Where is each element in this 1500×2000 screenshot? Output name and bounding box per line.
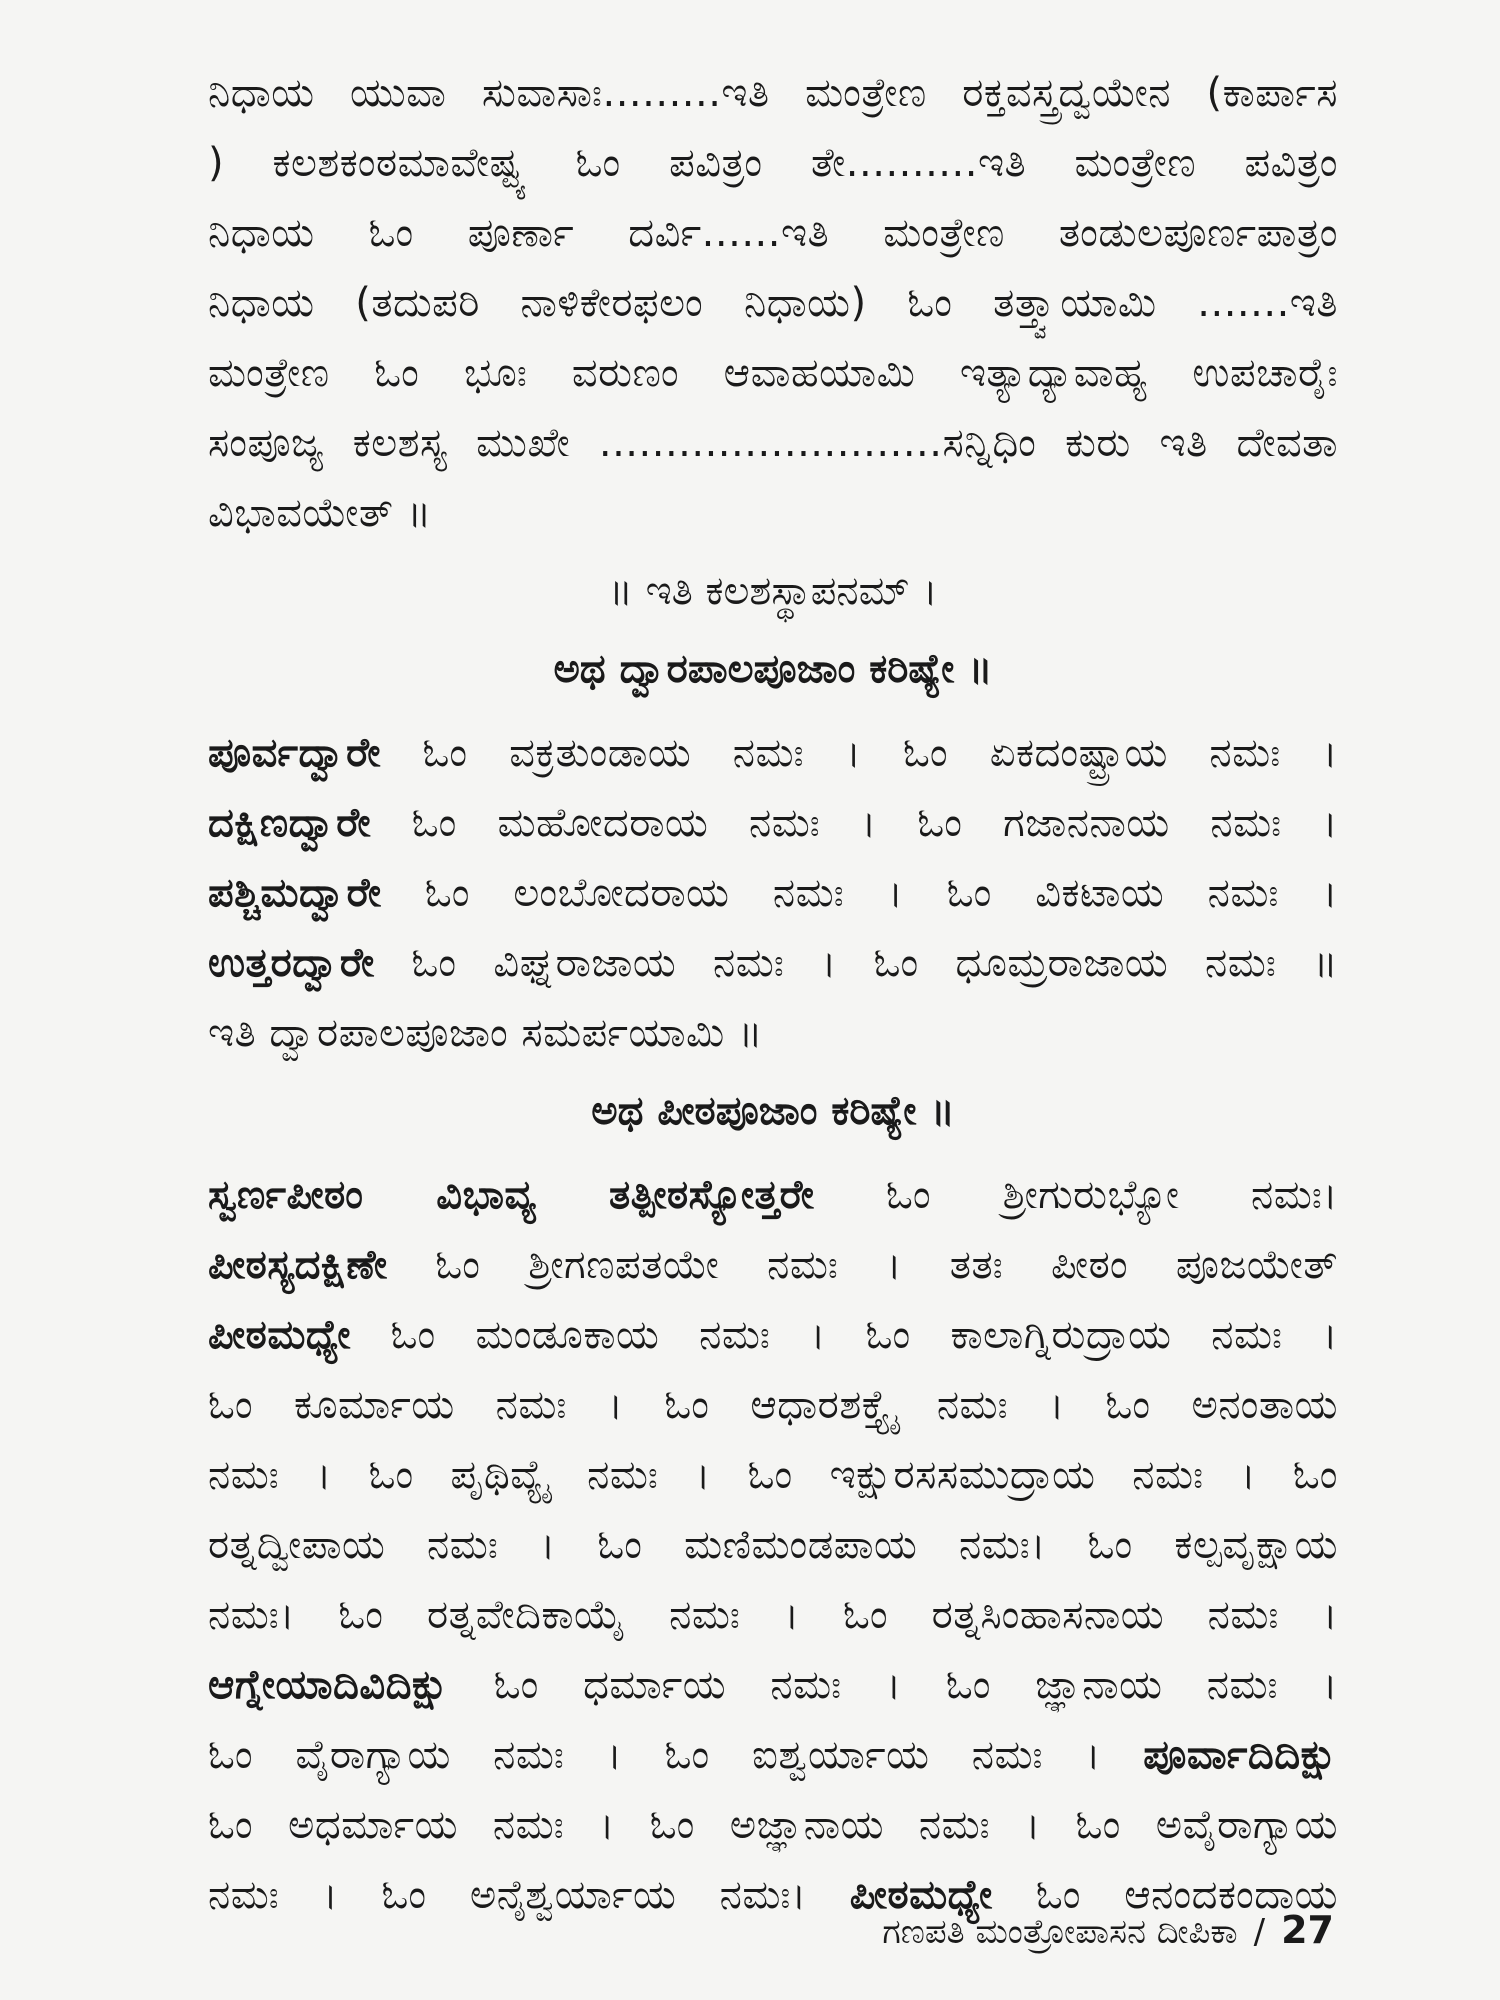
pitha-line [208, 1230, 1338, 1300]
section-heading: ಅಥ ದ್ವಾರಪಾಲಪೂಜಾಂ ಕರಿಷ್ಯೇ ॥ [553, 646, 993, 692]
pitha-line [208, 1510, 1338, 1580]
pitha-line [208, 1440, 1338, 1510]
dvara-mantra: ಓಂ ಲಂಬೋದರಾಯ ನಮಃ । ಓಂ ವಿಕಟಾಯ ನಮಃ । [381, 870, 1338, 916]
pitha-line [208, 1790, 1338, 1860]
bold-phrase: ಆಗ್ನೇಯಾದಿವಿದಿಕ್ಷು [208, 1662, 450, 1708]
page-number: 27 [1281, 1908, 1334, 1952]
pitha-line [208, 1370, 1338, 1440]
text-line: ) ಕಲಶಕಂಠಮಾವೇಷ್ಟ್ಯ ಓಂ ಪವಿತ್ರಂ ತೇ..........ಇತಿ ಮಂತ್ರೇಣ ಪವಿತ್ರಂ [208, 140, 1338, 186]
dvara-line [208, 858, 1338, 928]
text-line: ನಿಧಾಯ (ತದುಪರಿ ನಾಳಿಕೇರಫಲಂ ನಿಧಾಯ) ಓಂ ತತ್ತ್ವಾಯಾಮಿ .......ಇತಿ [208, 280, 1338, 326]
mantra-text: ನಮಃ । ಓಂ ಪೃಥಿವ್ಯೈ ನಮಃ । ಓಂ ಇಕ್ಷುರಸಸಮುದ್ರಾಯ ನಮಃ । ಓಂ [208, 1452, 1338, 1498]
text-line: ನಿಧಾಯ ಯುವಾ ಸುವಾಸಾಃ.........ಇತಿ ಮಂತ್ರೇಣ ರಕ್ತವಸ್ತ್ರದ್ವಯೇನ (ಕಾರ್ಪಾಸ [208, 70, 1338, 116]
mantra-text: ನಮಃ । ಓಂ ಅನೈಶ್ವರ್ಯಾಯ ನಮಃ। [208, 1872, 850, 1918]
text-line: ಮಂತ್ರೇಣ ಓಂ ಭೂಃ ವರುಣಂ ಆವಾಹಯಾಮಿ ಇತ್ಯಾದ್ಯಾವಾಹ್ಯ ಉಪಚಾರೈಃ [208, 350, 1338, 396]
dvara-line [208, 718, 1338, 788]
footer-separator: / [1253, 1912, 1266, 1952]
text-line: ನಿಧಾಯ ಓಂ ಪೂರ್ಣಾ ದರ್ವಿ......ಇತಿ ಮಂತ್ರೇಣ ತಂಡುಲಪೂರ್ಣಪಾತ್ರಂ [208, 210, 1338, 256]
pitha-line [208, 1650, 1338, 1720]
dvara-direction: ದಕ್ಷಿಣದ್ವಾರೇ [208, 800, 372, 846]
bold-phrase: ಪೀಠಸ್ಯದಕ್ಷಿಣೇ [208, 1242, 388, 1288]
paragraph-kalasha [208, 58, 1338, 548]
mantra-text: ಓಂ ಆನಂದಕಂದಾಯ [992, 1872, 1339, 1918]
pitha-line [208, 1160, 1338, 1230]
dvara-direction: ಉತ್ತರದ್ವಾರೇ [208, 940, 375, 986]
mantra-text: ಓಂ ಮಂಡೂಕಾಯ ನಮಃ । ಓಂ ಕಾಲಾಗ್ನಿರುದ್ರಾಯ ನಮಃ । [350, 1312, 1338, 1358]
dvara-line [208, 788, 1338, 858]
pitha-line [208, 1300, 1338, 1370]
text-line: ವಿಭಾವಯೇತ್ ॥ [208, 490, 432, 536]
text-line: ಸಂಪೂಜ್ಯ ಕಲಶಸ್ಯ ಮುಖೇ ..........................ಸನ್ನಿಧಿಂ ಕುರು ಇತಿ ದೇವತಾ [208, 420, 1338, 466]
section-heading: ಅಥ ಪೀಠಪೂಜಾಂ ಕರಿಷ್ಯೇ ॥ [591, 1088, 955, 1134]
bold-phrase: ಪೀಠಮಧ್ಯೇ [849, 1872, 993, 1918]
section-closing: ॥ ಇತಿ ಕಲಶಸ್ಥಾಪನಮ್ । [608, 568, 938, 614]
pitha-list [208, 1160, 1338, 1930]
mantra-text: ಓಂ ಶ್ರೀಗುರುಭ್ಯೋ ನಮಃ। [814, 1172, 1338, 1218]
mantra-text: ನಮಃ। ಓಂ ರತ್ನವೇದಿಕಾಯೈ ನಮಃ । ಓಂ ರತ್ನಸಿಂಹಾಸನಾಯ ನಮಃ । [208, 1592, 1338, 1638]
book-title: ಗಣಪತಿ ಮಂತ್ರೋಪಾಸನ ದೀಪಿಕಾ [882, 1912, 1238, 1952]
dvara-direction: ಪಶ್ಚಿಮದ್ವಾರೇ [208, 870, 382, 916]
mantra-text: ಓಂ ವೈರಾಗ್ಯಾಯ ನಮಃ । ಓಂ ಐಶ್ವರ್ಯಾಯ ನಮಃ । [208, 1732, 1144, 1778]
mantra-text: ಓಂ ಅಧರ್ಮಾಯ ನಮಃ । ಓಂ ಅಜ್ಞಾನಾಯ ನಮಃ । ಓಂ ಅವೈರಾಗ್ಯಾಯ [208, 1802, 1338, 1848]
mantra-text: ಓಂ ಧರ್ಮಾಯ ನಮಃ । ಓಂ ಜ್ಞಾನಾಯ ನಮಃ । [449, 1662, 1338, 1708]
page-content [208, 58, 1338, 1930]
dvara-direction: ಪೂರ್ವದ್ವಾರೇ [208, 730, 381, 776]
dvara-mantra: ಓಂ ವಕ್ರತುಂಡಾಯ ನಮಃ । ಓಂ ಏಕದಂಷ್ಟ್ರಾಯ ನಮಃ । [380, 730, 1338, 776]
pitha-line [208, 1580, 1338, 1650]
bold-phrase: ಪೀಠಮಧ್ಯೇ [208, 1312, 351, 1358]
dvarapala-list [208, 718, 1338, 1068]
dvara-line [208, 928, 1338, 998]
dvara-close-line: ಇತಿ ದ್ವಾರಪಾಲಪೂಜಾಂ ಸಮರ್ಪಯಾಮಿ ॥ [208, 1010, 763, 1056]
dvara-mantra: ಓಂ ಮಹೋದರಾಯ ನಮಃ । ಓಂ ಗಜಾನನಾಯ ನಮಃ । [371, 800, 1338, 846]
pitha-line [208, 1720, 1338, 1790]
mantra-text: ಓಂ ಕೂರ್ಮಾಯ ನಮಃ । ಓಂ ಆಧಾರಶಕ್ತ್ಯೈ ನಮಃ । ಓಂ ಅನಂತಾಯ [208, 1382, 1338, 1428]
bold-phrase: ಸ್ವರ್ಣಪೀಠಂ ವಿಭಾವ್ಯ ತತ್ಪೀಠಸ್ಯೋತ್ತರೇ [208, 1172, 815, 1218]
mantra-text: ರತ್ನದ್ವೀಪಾಯ ನಮಃ । ಓಂ ಮಣಿಮಂಡಪಾಯ ನಮಃ। ಓಂ ಕಲ್ಪವೃಕ್ಷಾಯ [208, 1522, 1338, 1568]
page-footer [882, 1908, 1334, 1952]
bold-phrase: ಪೂರ್ವಾದಿದಿಕ್ಷು [1143, 1732, 1338, 1778]
mantra-text: ಓಂ ಶ್ರೀಗಣಪತಯೇ ನಮಃ । ತತಃ ಪೀಠಂ ಪೂಜಯೇತ್ [387, 1242, 1338, 1288]
dvara-mantra: ಓಂ ವಿಘ್ನರಾಜಾಯ ನಮಃ । ಓಂ ಧೂಮ್ರರಾಜಾಯ ನಮಃ ॥ [374, 940, 1338, 986]
